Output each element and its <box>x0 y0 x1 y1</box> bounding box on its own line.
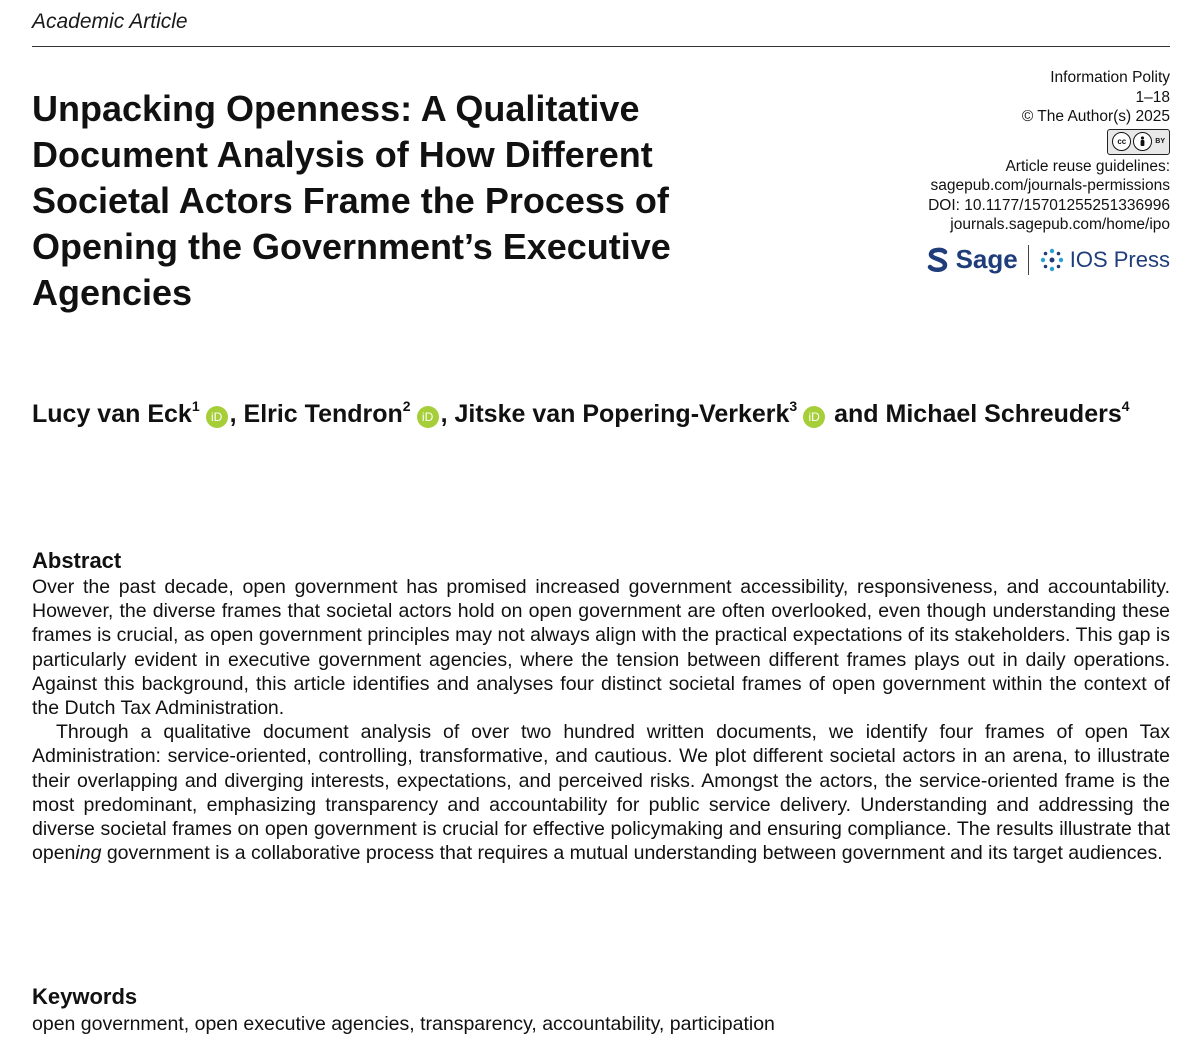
person-icon <box>1133 132 1152 151</box>
cc-by-label: BY <box>1155 137 1165 145</box>
publisher-logos <box>870 245 1170 275</box>
abstract-heading: Abstract <box>32 548 122 573</box>
abstract-body <box>32 575 1170 865</box>
abstract-paragraph-2-end: government is a collaborative process that requires a mutual understanding between government and its target audiences. <box>101 842 1163 865</box>
ios-dots-icon <box>1039 247 1065 273</box>
sage-s-icon <box>926 247 950 273</box>
author-separator: , <box>229 400 244 428</box>
orcid-icon[interactable]: iD <box>417 406 439 428</box>
abstract-paragraph-2-text: Through a qualitative document analysis of over two hundred written documents, we identify four frames of open Tax Administration: service-oriented, controlling, transformative, and cautious. We plot different societal actors in an arena, to illustrate their overlapping and diverging interests, expectations, and perceived risks. Amongst the actors, the service-oriented frame is the most predominant, emphasizing transparency and accountability for public service delivery. Understanding and addressing the diverse societal frames on open government is crucial for effective policymaking and ensuring compliance. The results illustrate that open <box>32 721 1170 865</box>
author-list <box>32 397 1172 431</box>
doi-link[interactable]: DOI: 10.1177/15701255251336996 <box>928 196 1170 214</box>
author-name: Michael Schreuders <box>885 400 1122 428</box>
header-rule <box>32 46 1170 47</box>
sage-logo <box>926 243 1018 274</box>
ios-press-wordmark: IOS Press <box>1069 246 1170 272</box>
logo-divider <box>1028 245 1029 275</box>
page-range: 1–18 <box>1135 88 1170 106</box>
keywords-list: open government, open executive agencies, transparency, accountability, participation <box>32 1013 775 1035</box>
author-affiliation: 2 <box>402 398 411 414</box>
author-separator: , <box>440 400 455 428</box>
orcid-icon[interactable]: iD <box>206 406 228 428</box>
abstract-emphasis: ing <box>75 842 102 865</box>
author-affiliation: 1 <box>191 398 200 414</box>
section-label: Academic Article <box>32 10 188 33</box>
reuse-link[interactable]: sagepub.com/journals-permissions <box>930 177 1170 194</box>
author-affiliation: 3 <box>789 398 798 414</box>
abstract-paragraph-2 <box>32 720 1170 865</box>
author-separator: and <box>827 400 886 428</box>
author-affiliation: 4 <box>1121 398 1130 414</box>
reuse-label: Article reuse guidelines: <box>1005 157 1170 175</box>
author-name: Elric Tendron <box>243 400 403 428</box>
sage-wordmark: Sage <box>955 243 1018 274</box>
orcid-icon[interactable]: iD <box>803 406 825 428</box>
author-name: Jitske van Popering-Verkerk <box>454 400 790 428</box>
copyright: © The Author(s) 2025 <box>1021 108 1170 125</box>
cc-by-license-icon[interactable] <box>1107 129 1170 155</box>
journal-name: Information Polity <box>1050 69 1170 86</box>
author-name: Lucy van Eck <box>32 400 192 428</box>
article-title: Unpacking Openness: A Qualitative Document Analysis of How Different Societal Actors Frame the Process of Opening the Government’s Executive Agencies <box>32 88 671 313</box>
ios-press-logo <box>1039 247 1170 273</box>
article-meta <box>870 68 1170 275</box>
abstract-paragraph-1: Over the past decade, open government has promised increased government accessibility, responsiveness, and accountability. However, the diverse frames that societal actors hold on open government are often overlooked, even though understanding these frames is crucial, as open government principles may not always align with the practical expectations of its stakeholders. This gap is particularly evident in executive government agencies, where the tension between different frames plays out in daily operations. Against this background, this article identifies and analyses four distinct societal frames of open government within the context of the Dutch Tax Administration. <box>32 576 1170 720</box>
journal-homepage-link[interactable]: journals.sagepub.com/home/ipo <box>950 216 1170 233</box>
keywords-heading: Keywords <box>32 984 138 1009</box>
cc-icon: cc <box>1112 132 1131 151</box>
